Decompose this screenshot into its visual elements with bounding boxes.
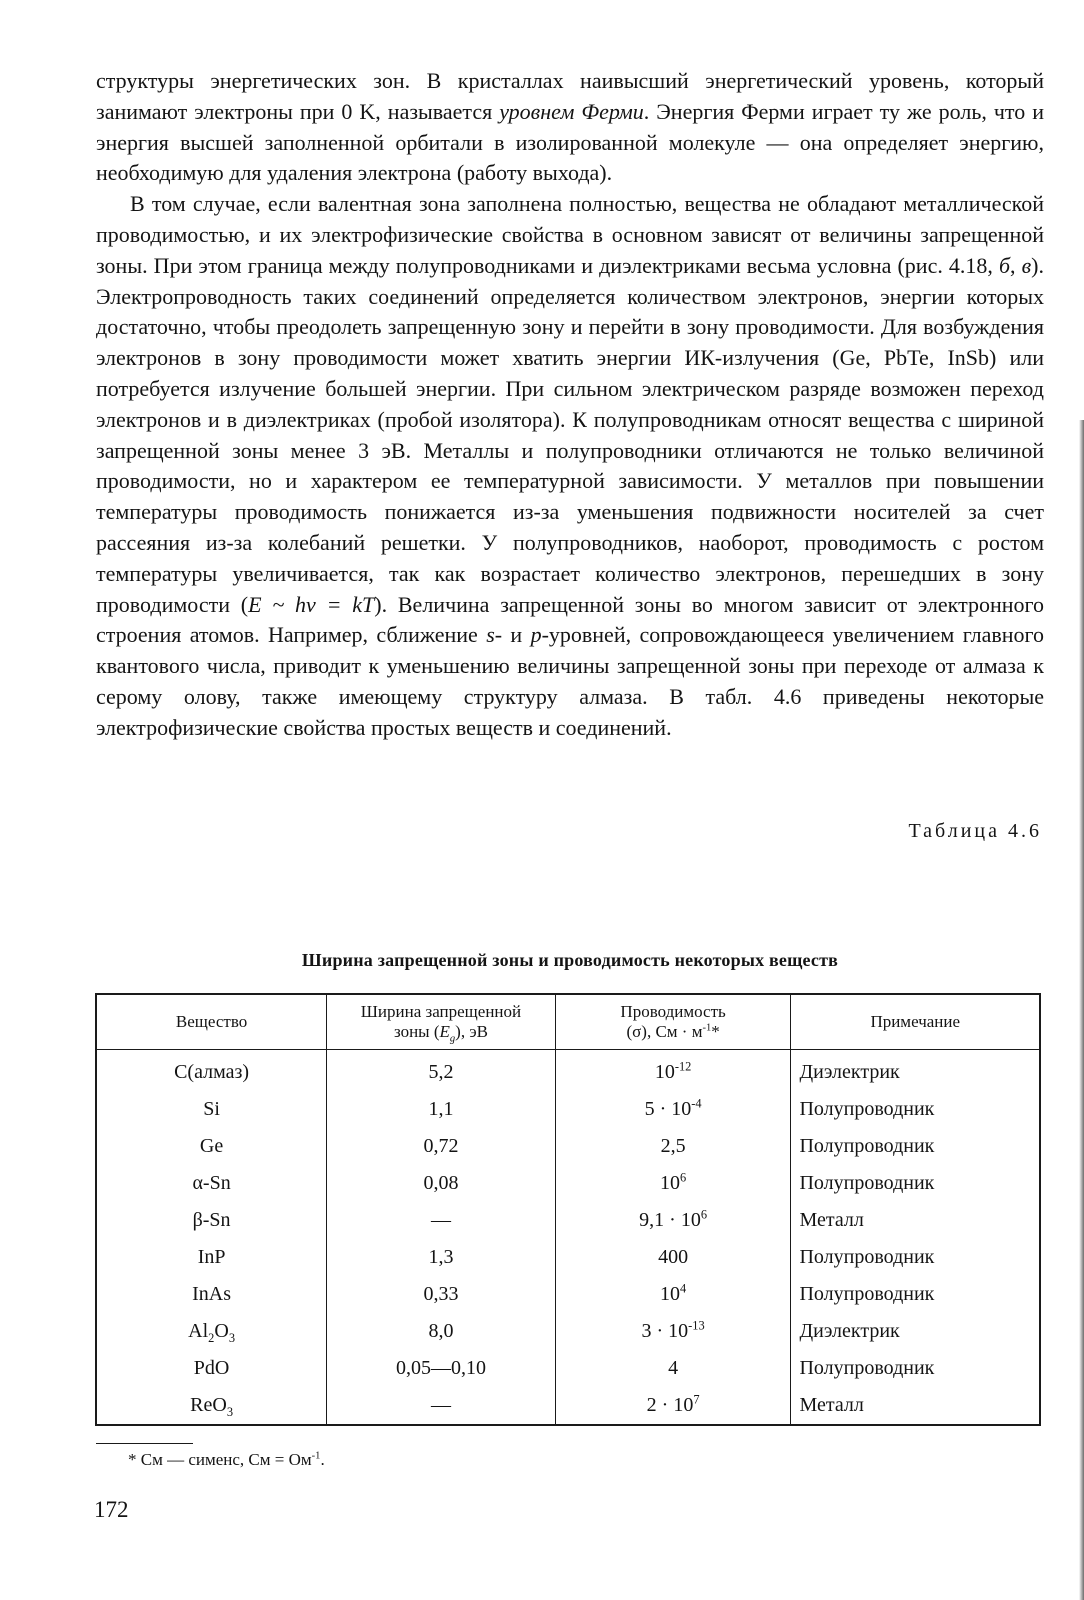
formula: E ~ hν = kT [248, 591, 375, 617]
cell-note: Металл [791, 1387, 1040, 1425]
cell-conductivity [555, 1050, 791, 1092]
header-substance [96, 994, 327, 1050]
text-run: В том случае, если валентная зона заполнена полностью, вещества не обладают металлической проводимостью, и их электрофизические свойства в основном зависят от величины запрещенной зоны. При этом граница между полупроводниками и диэлектриками весьма условна (рис. 4.18, [96, 191, 1044, 278]
footnote-text: . [320, 1450, 325, 1469]
table-header-row [96, 994, 1040, 1050]
cell-note: Диэлектрик [791, 1050, 1040, 1092]
conductivity-exponent: 6 [700, 1207, 708, 1222]
cell-conductivity [555, 1276, 791, 1313]
conductivity-exponent: -4 [691, 1096, 702, 1111]
footnote-rule [96, 1443, 193, 1444]
header-subscript: g [449, 1033, 456, 1045]
formula-part: InAs [192, 1283, 232, 1305]
formula-part: α-Sn [192, 1172, 231, 1194]
cell-substance [96, 1202, 327, 1239]
formula-part: β-Sn [192, 1209, 231, 1231]
formula-part: O [214, 1320, 229, 1342]
cell-note: Полупроводник [791, 1128, 1040, 1165]
cell-note: Полупроводник [791, 1165, 1040, 1202]
conductivity-value: 2,5 [660, 1135, 686, 1157]
table-row [96, 1313, 1040, 1350]
cell-conductivity [555, 1313, 791, 1350]
table-row [96, 1350, 1040, 1387]
conductivity-value: 10 [660, 1283, 680, 1305]
table-row [96, 1387, 1040, 1425]
formula-part: C(алмаз) [174, 1061, 250, 1083]
cell-substance [96, 1091, 327, 1128]
footnote-text: * См — сименс, См = Ом [128, 1450, 312, 1469]
text-run: , [1010, 252, 1022, 278]
formula-subscript: 3 [226, 1405, 234, 1419]
conductivity-exponent: 7 [693, 1392, 700, 1407]
cell-substance [96, 1128, 327, 1165]
conductivity-value: 10 [654, 1061, 675, 1083]
footnote-superscript: -1 [311, 1450, 321, 1462]
header-text: Вещество [175, 1012, 248, 1031]
conductivity-value: 3 · 10 [641, 1320, 689, 1342]
cell-band-gap: 0,05—0,10 [327, 1350, 556, 1387]
conductivity-value: 4 [668, 1357, 679, 1379]
conductivity-value: 2 · 10 [646, 1394, 694, 1416]
cell-band-gap: 0,08 [327, 1165, 556, 1202]
conductivity-value: 9,1 · 10 [639, 1209, 701, 1231]
header-text: Примечание [870, 1012, 961, 1031]
conductivity-exponent: -13 [688, 1318, 705, 1333]
footnote [128, 1450, 325, 1470]
cell-band-gap: — [327, 1202, 556, 1239]
page-edge-shadow [1079, 420, 1084, 1600]
cell-band-gap: 5,2 [327, 1050, 556, 1092]
text-run: - и [494, 622, 531, 648]
table-body [96, 1050, 1040, 1426]
conductivity-exponent: 4 [680, 1281, 687, 1296]
table-row [96, 1091, 1040, 1128]
cell-conductivity [555, 1091, 791, 1128]
table-row [96, 1165, 1040, 1202]
emphasis-term: уровнем Ферми [499, 98, 644, 124]
conductivity-exponent: 6 [680, 1170, 687, 1185]
cell-substance [96, 1239, 327, 1276]
table-number: Таблица 4.6 [908, 820, 1042, 842]
text-run: ). Электропроводность таких соединений определяется количеством электронов, энергии которых достаточно, чтобы преодолеть запрещенную зону и перейти в зону проводимости. Для возбуждения электронов в зону проводимости может хватить энергии ИК-излучения (Ge, PbTe, InSb) или потребуется излучение большей энергии. При сильном электрическом разряде возможен переход электронов и в диэлектриках (пробой изолятора). К полупроводникам относят вещества с шириной запрещенной зоны менее 3 эВ. Металлы и полупроводники отличаются не только величиной проводимости, но и характером ее температурной зависимости. У металлов при повышении температуры проводимость понижается из-за уменьшения подвижности носителей за счет рассеяния из-за колебаний решетки. У полупроводников, наоборот, проводимость с ростом температуры увеличивается, так как возрастает количество электронов, перешедших в зону проводимости ( [96, 252, 1044, 617]
conductivity-value: 5 · 10 [644, 1098, 692, 1120]
cell-conductivity [555, 1202, 791, 1239]
header-superscript: -1 [702, 1022, 712, 1034]
paragraph-2 [96, 189, 1044, 743]
body-text [96, 66, 1044, 744]
cell-band-gap: 1,3 [327, 1239, 556, 1276]
formula-part: InP [197, 1246, 226, 1268]
emphasis-letter: p [530, 622, 542, 648]
cell-note: Диэлектрик [791, 1313, 1040, 1350]
formula-part: Si [203, 1098, 220, 1120]
formula-subscript: 3 [228, 1331, 236, 1345]
cell-substance [96, 1276, 327, 1313]
formula-subscript: 2 [208, 1331, 215, 1345]
header-text: зоны ( [393, 1022, 440, 1041]
properties-table [95, 993, 1041, 1426]
text-run: ). Величина запрещенной зоны во многом зависит от электронного строения атомов. Например, сближение [96, 591, 1044, 648]
page-number: 172 [94, 1497, 129, 1522]
header-band-gap [327, 994, 556, 1050]
header-symbol: E [439, 1022, 450, 1041]
cell-substance [96, 1050, 327, 1092]
formula-part: ReO [190, 1394, 227, 1416]
cell-conductivity [555, 1350, 791, 1387]
cell-conductivity [555, 1387, 791, 1425]
cell-substance [96, 1313, 327, 1350]
conductivity-value: 10 [660, 1172, 680, 1194]
header-text: * [711, 1022, 720, 1041]
cell-band-gap: 1,1 [327, 1091, 556, 1128]
text-run: структуры энергетических зон. В кристаллах наивысший энергетический уровень, который занимают электроны при 0 K, называется [96, 68, 1044, 124]
header-text: Проводимость [620, 1002, 726, 1021]
header-text: Ширина запрещенной [360, 1002, 522, 1021]
table-row [96, 1050, 1040, 1092]
cell-conductivity [555, 1239, 791, 1276]
cell-substance [96, 1165, 327, 1202]
table-title: Ширина запрещенной зоны и проводимость некоторых веществ [301, 950, 839, 970]
cell-band-gap: — [327, 1387, 556, 1425]
cell-band-gap: 0,72 [327, 1128, 556, 1165]
cell-band-gap: 0,33 [327, 1276, 556, 1313]
cell-note: Полупроводник [791, 1239, 1040, 1276]
table-row [96, 1276, 1040, 1313]
formula-part: PdO [193, 1357, 230, 1379]
cell-conductivity [555, 1165, 791, 1202]
text-run: . Энергия Ферми играет ту же роль, что и энергия высшей заполненной орбитали в изолированной молекуле — она определяет энергию, необходимую для удаления электрона (работу выхода). [96, 98, 1044, 186]
table-row [96, 1202, 1040, 1239]
emphasis-letter: s [486, 622, 495, 648]
conductivity-value: 400 [658, 1246, 689, 1268]
cell-band-gap: 8,0 [327, 1313, 556, 1350]
text-run: -уровней, сопровождающееся увеличением главного квантового числа, приводит к уменьшению величины запрещенной зоны при переходе от алмаза к серому олову, также имеющему структуру алмаза. В табл. 4.6 приведены некоторые электрофизические свойства простых веществ и соединений. [96, 622, 1044, 740]
formula-part: Al [188, 1320, 209, 1342]
emphasis-letter: б [998, 252, 1011, 278]
formula-part: Ge [199, 1135, 224, 1157]
header-text: ), эВ [455, 1022, 488, 1041]
table-row [96, 1128, 1040, 1165]
paragraph-1 [96, 66, 1044, 189]
cell-note: Металл [791, 1202, 1040, 1239]
cell-note: Полупроводник [791, 1350, 1040, 1387]
cell-note: Полупроводник [791, 1091, 1040, 1128]
table-row [96, 1239, 1040, 1276]
emphasis-letter: в [1021, 252, 1032, 278]
cell-note: Полупроводник [791, 1276, 1040, 1313]
cell-substance [96, 1350, 327, 1387]
cell-conductivity [555, 1128, 791, 1165]
header-conductivity [555, 994, 791, 1050]
header-text: (σ), См · м [626, 1022, 703, 1041]
cell-substance [96, 1387, 327, 1425]
conductivity-exponent: -12 [674, 1059, 692, 1074]
header-note [791, 994, 1040, 1050]
